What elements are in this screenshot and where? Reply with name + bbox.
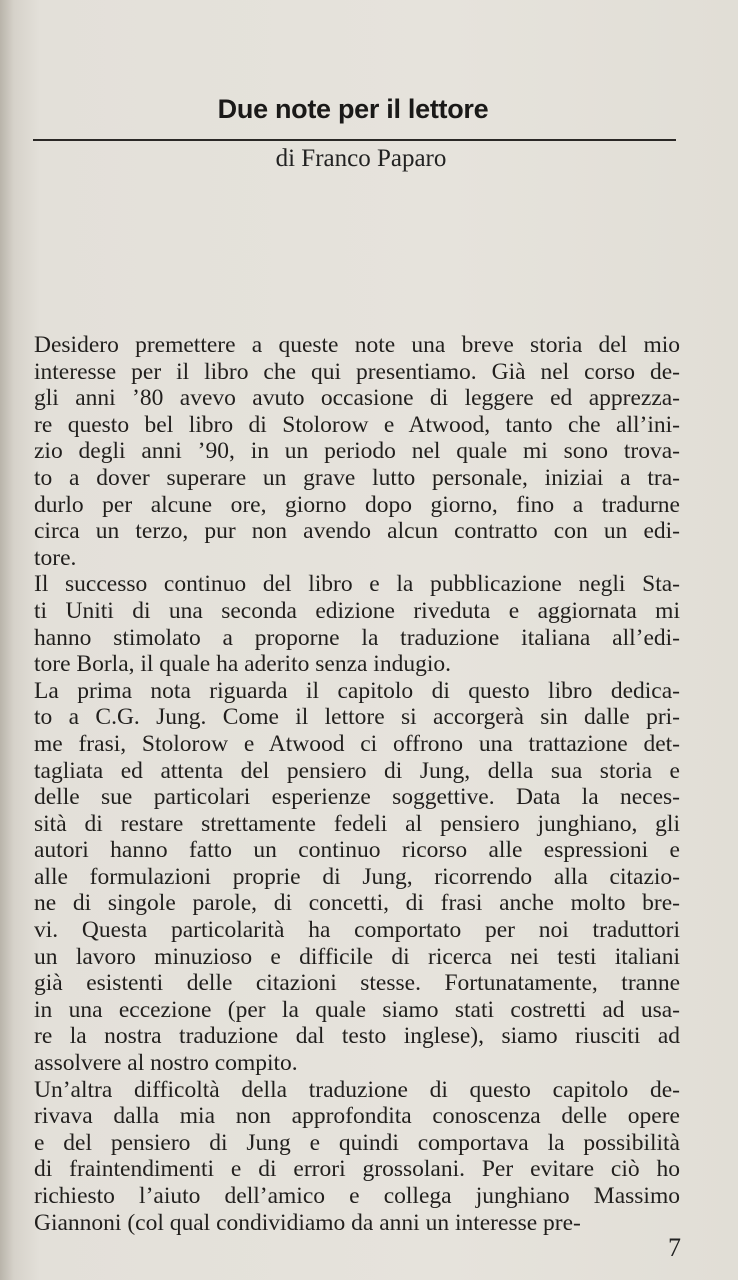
title-rule [33,139,676,141]
text-line: e del pensiero di Jung e quindi comportava la possibilità [34,1129,680,1156]
text-line: Giannoni (col qual condividiamo da anni un interesse pre- [34,1209,581,1236]
text-line: rivava dalla mia non approfondita conoscenza delle opere [34,1103,680,1130]
text-line: vi. Questa particolarità ha comportato per noi traduttori [34,917,680,944]
text-line: interesse per il libro che qui presentiamo. Già nel corso de- [34,358,680,385]
text-line: me frasi, Stolorow e Atwood ci offrono una trattazione det- [34,730,680,757]
paragraph [34,571,680,677]
text-line: un lavoro minuzioso e difficile di ricerca nei testi italiani [34,943,680,970]
text-line: durlo per alcune ore, giorno dopo giorno, fino a tradurne [34,491,680,518]
text-line: ne di singole parole, di concetti, di frasi anche molto bre- [34,890,680,917]
page-number: 7 [668,1233,681,1262]
author-byline: di Franco Paparo [275,145,447,172]
text-line: in una eccezione (per la quale siamo stati costretti ad usa- [34,996,680,1023]
text-line: alle formulazioni proprie di Jung, ricorrendo alla citazio- [34,863,680,890]
text-line: richiesto l’aiuto dell’amico e collega junghiano Massimo [34,1183,680,1209]
text-line: tore Borla, il quale ha aderito senza indugio. [34,651,451,678]
text-line: Desidero premettere a queste note una breve storia del mio [34,332,680,358]
text-line: hanno stimolato a proporne la traduzione italiana all’edi- [34,624,680,651]
text-line: già esistenti delle citazioni stesse. Fortunatamente, tranne [34,970,680,997]
text-line: re la nostra traduzione dal testo inglese), siamo riusciti ad [34,1023,680,1050]
paragraph [34,332,680,571]
text-line: gli anni ’80 avevo avuto occasione di leggere ed apprezza- [34,385,680,412]
text-line: re questo bel libro di Stolorow e Atwood, tanto che all’ini- [34,411,680,438]
text-line: autori hanno fatto un continuo ricorso alle espressioni e [34,837,680,864]
text-line: La prima nota riguarda il capitolo di questo libro dedica- [34,677,680,704]
text-line: Un’altra difficoltà della traduzione di questo capitolo de- [34,1076,680,1103]
text-line: tore. [34,544,77,571]
text-line: to a dover superare un grave lutto personale, iniziai a tra- [34,464,680,491]
text-line: circa un terzo, pur non avendo alcun contratto con un edi- [34,518,680,545]
chapter-title: Due note per il lettore [217,94,489,124]
paragraph [34,1077,680,1237]
text-line: tagliata ed attenta del pensiero di Jung, della sua storia e [34,757,680,784]
paragraph [34,678,680,1077]
text-line: assolvere al nostro compito. [34,1050,298,1077]
text-line: delle sue particolari esperienze soggettive. Data la neces- [34,784,680,811]
text-line: di fraintendimenti e di errori grossolani. Per evitare ciò ho [34,1156,680,1183]
text-line: zio degli anni ’90, in un periodo nel quale mi sono trova- [34,438,680,465]
text-line: Il successo continuo del libro e la pubblicazione negli Sta- [34,571,680,598]
body-text [34,332,680,1236]
text-line: ti Uniti di una seconda edizione riveduta e aggiornata mi [34,597,680,624]
text-line: sità di restare strettamente fedeli al pensiero junghiano, gli [34,810,680,837]
text-line: to a C.G. Jung. Come il lettore si accorgerà sin dalle pri- [34,704,680,731]
